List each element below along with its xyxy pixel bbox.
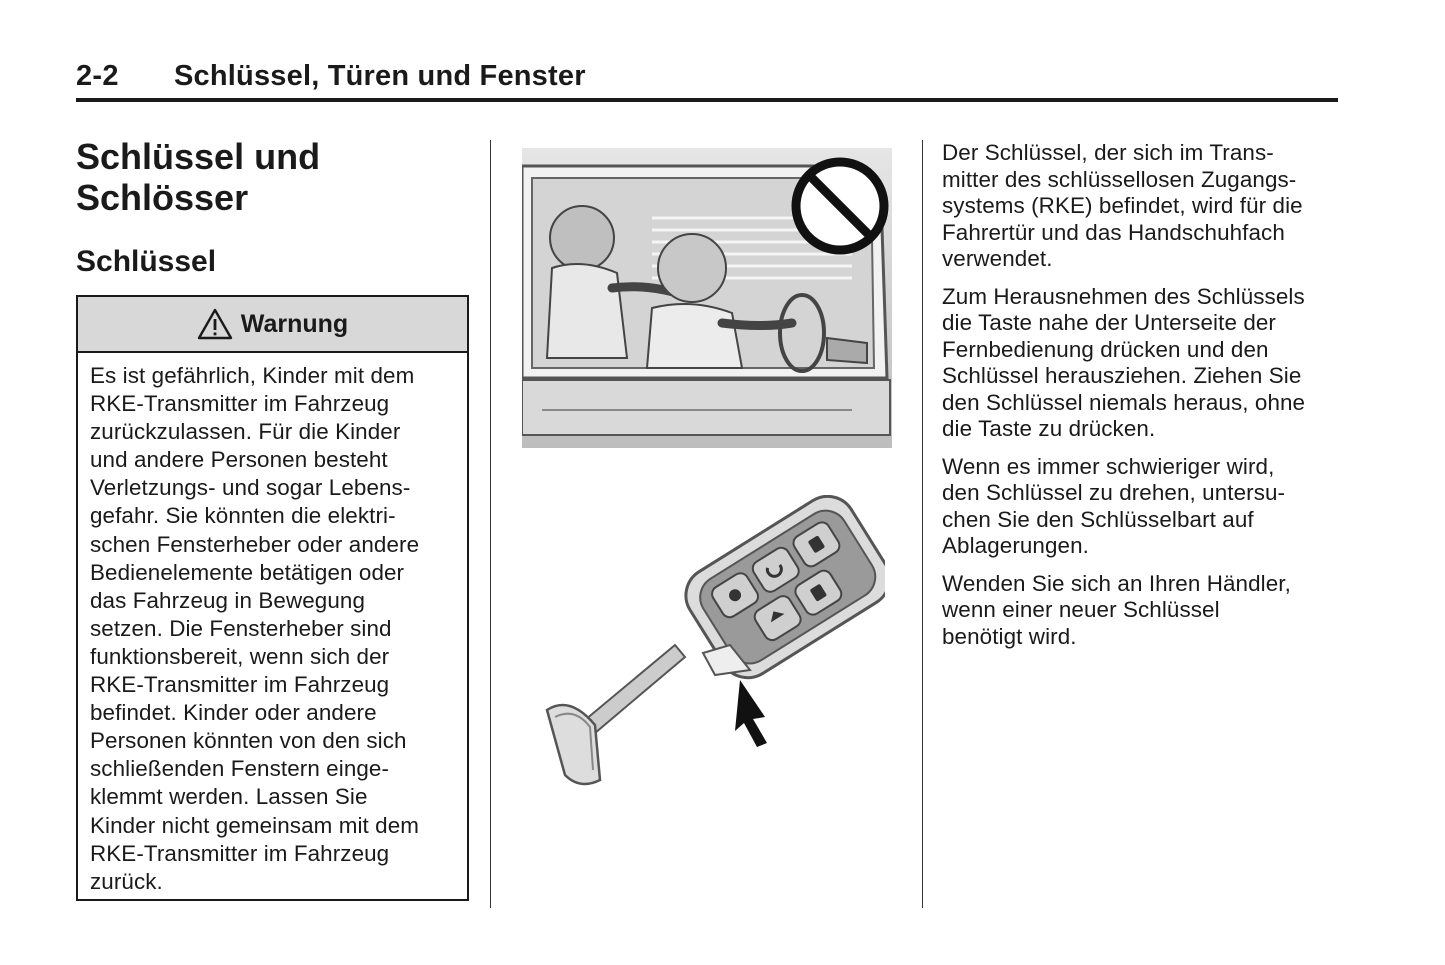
warning-line: das Fahrzeug in Bewegung xyxy=(90,587,366,613)
warning-line: setzen. Die Fensterheber sind xyxy=(90,615,392,641)
warning-line: Bedienelemente betätigen oder xyxy=(90,559,405,585)
warning-line: gefahr. Sie könnten die elektri- xyxy=(90,503,396,529)
chapter-title: Schlüssel, Türen und Fenster xyxy=(174,60,586,92)
text-line: wenn einer neuer Schlüssel xyxy=(942,597,1220,622)
warning-line: und andere Personen besteht xyxy=(90,447,388,473)
text-line: mitter des schlüssellosen Zugangs- xyxy=(942,166,1297,192)
paragraph-new-key xyxy=(942,571,1342,651)
text-line: chen Sie den Schlüsselbart auf xyxy=(942,506,1254,532)
children-in-car-illustration xyxy=(522,148,892,448)
section-title-line1: Schlüssel und xyxy=(76,136,321,177)
warning-line: Personen könnten von den sich xyxy=(90,728,407,754)
warning-box xyxy=(76,295,469,901)
text-line: den Schlüssel niemals heraus, ohne xyxy=(942,389,1306,415)
warning-line: zurück. xyxy=(90,868,163,894)
warning-line: zurückzulassen. Für die Kinder xyxy=(90,419,401,445)
text-line: Ablagerungen. xyxy=(942,533,1089,558)
paragraph-key-usage xyxy=(942,140,1342,273)
paragraph-key-turning xyxy=(942,454,1342,560)
text-line: Wenn es immer schwieriger wird, xyxy=(942,453,1275,479)
key-fob-illustration xyxy=(525,495,885,795)
warning-triangle-icon xyxy=(197,308,233,340)
warning-line: schließenden Fenstern einge- xyxy=(90,756,390,782)
column-divider-left xyxy=(490,140,491,908)
section-title xyxy=(76,136,472,218)
right-column xyxy=(942,140,1342,661)
text-line: Wenden Sie sich an Ihren Händler, xyxy=(942,570,1291,596)
text-line: die Taste zu drücken. xyxy=(942,416,1156,441)
paragraph-key-removal xyxy=(942,284,1342,443)
text-line: Der Schlüssel, der sich im Trans- xyxy=(942,140,1274,165)
warning-line: RKE-Transmitter im Fahrzeug xyxy=(90,840,390,866)
page-number: 2-2 xyxy=(76,60,119,92)
left-column xyxy=(76,136,472,282)
warning-line: RKE-Transmitter im Fahrzeug xyxy=(90,672,390,698)
warning-line: Es ist gefährlich, Kinder mit dem xyxy=(90,363,415,388)
section-subtitle: Schlüssel xyxy=(76,245,217,278)
text-line: den Schlüssel zu drehen, untersu- xyxy=(942,480,1286,505)
text-line: die Taste nahe der Unterseite der xyxy=(942,310,1276,335)
page-header xyxy=(76,58,1338,102)
text-line: Fahrertür und das Handschuhfach xyxy=(942,219,1285,245)
warning-text xyxy=(78,353,467,896)
warning-line: funktionsbereit, wenn sich der xyxy=(90,643,390,669)
warning-title: Warnung xyxy=(240,309,349,338)
column-divider-right xyxy=(922,140,923,908)
text-line: verwendet. xyxy=(942,246,1053,271)
text-line: Schlüssel herausziehen. Ziehen Sie xyxy=(942,363,1302,388)
warning-header xyxy=(78,297,467,353)
warning-line: RKE-Transmitter im Fahrzeug xyxy=(90,391,390,417)
warning-line: Kinder nicht gemeinsam mit dem xyxy=(90,812,420,838)
warning-line: Verletzungs- und sogar Lebens- xyxy=(90,475,411,501)
text-line: systems (RKE) befindet, wird für die xyxy=(942,193,1303,218)
text-line: Fernbedienung drücken und den xyxy=(942,336,1269,362)
section-title-line2: Schlösser xyxy=(76,177,249,218)
warning-line: schen Fensterheber oder andere xyxy=(90,531,420,557)
text-line: Zum Herausnehmen des Schlüssels xyxy=(942,283,1305,309)
warning-line: klemmt werden. Lassen Sie xyxy=(90,784,368,810)
text-line: benötigt wird. xyxy=(942,623,1077,649)
warning-line: befindet. Kinder oder andere xyxy=(90,700,377,726)
